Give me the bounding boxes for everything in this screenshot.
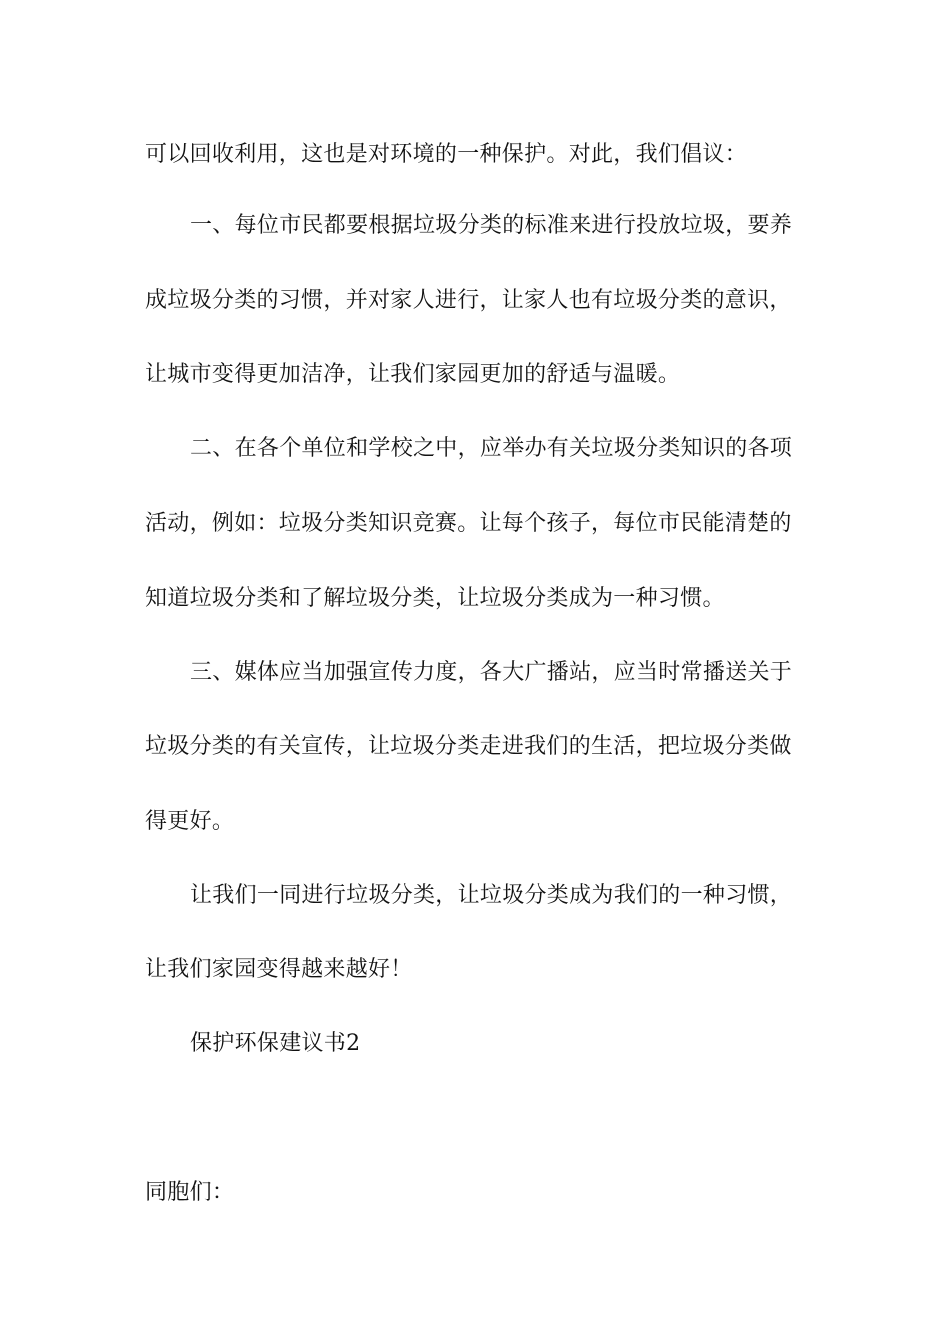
proposal-1-line-1: 一、每位市民都要根据垃圾分类的标准来进行投放垃圾，要养 [190,213,793,238]
proposal-2-line-2: 活动，例如：垃圾分类知识竞赛。让每个孩子，每位市民能清楚的 [145,511,792,536]
paragraph-line-1: 可以回收利用，这也是对环境的一种保护。对此，我们倡议： [145,142,748,167]
closing-line-1: 让我们一同进行垃圾分类，让垃圾分类成为我们的一种习惯， [190,883,793,908]
proposal-1-line-3: 让城市变得更加洁净，让我们家园更加的舒适与温暖。 [145,362,681,387]
proposal-3-line-1: 三、媒体应当加强宣传力度，各大广播站，应当时常播送关于 [190,660,793,685]
proposal-2-line-1: 二、在各个单位和学校之中，应举办有关垃圾分类知识的各项 [190,436,793,461]
proposal-1-line-2: 成垃圾分类的习惯，并对家人进行，让家人也有垃圾分类的意识， [145,288,792,313]
section-title: 保护环保建议书2 [190,1031,361,1056]
salutation: 同胞们： [145,1180,235,1205]
proposal-2-line-3: 知道垃圾分类和了解垃圾分类，让垃圾分类成为一种习惯。 [145,586,725,611]
proposal-3-line-2: 垃圾分类的有关宣传，让垃圾分类走进我们的生活，把垃圾分类做 [145,734,792,759]
closing-line-2: 让我们家园变得越来越好！ [145,957,413,982]
proposal-3-line-3: 得更好。 [145,809,235,834]
